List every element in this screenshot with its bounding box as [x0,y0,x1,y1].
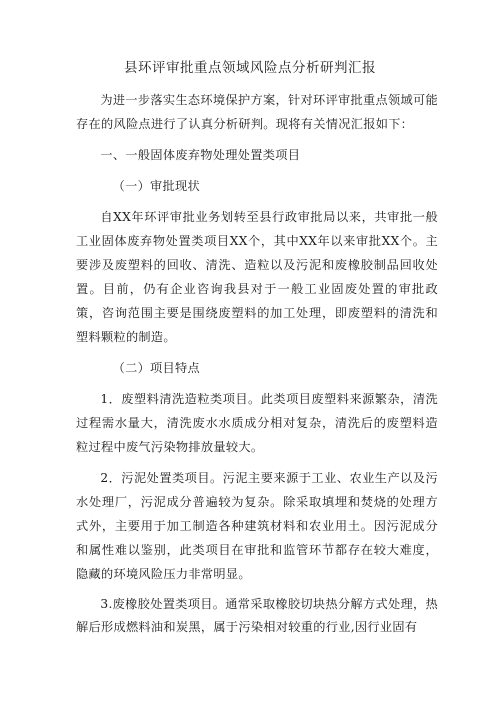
section-heading-1: 一、一般固体废弃物处理处置类项目 [100,148,301,162]
document-title: 县环评审批重点领域风险点分析研判汇报 [124,60,376,76]
subsection-heading-status: （一）审批现状 [112,179,201,193]
document-body [76,88,438,639]
subsection-heading-features: （二）项目特点 [112,361,201,375]
feature-item-2: 2．污泥处置类项目。污泥主要来源于工业、农业生产以及污水处理厂，污泥成分普遍较为复杂。除采取填埋和焚烧的处理方式外，主要用于加工制造各种建筑材料和农业用土。因污泥成分和属性难以鉴别，此类项目在审批和监管环节都存在较大难度，隐藏的环境风险压力非常明显。 [76,471,438,581]
status-paragraph: 自XX年环评审批业务划转至县行政审批局以来，共审批一般工业固体废弃物处置类项目XX个，其中XX年以来审批XX个。主要涉及废塑料的回收、清洗、造粒以及污泥和废橡胶制品回收处置。目前，仍有企业咨询我县对于一般工业固废处置的审批政策，咨询范围主要是围绕废塑料的加工处理，即废塑料的清洗和塑料颗粒的制造。 [76,210,438,344]
intro-paragraph: 为进一步落实生态环境保护方案，针对环评审批重点领域可能存在的风险点进行了认真分析研判。现将有关情况汇报如下： [76,93,438,131]
feature-item-3: 3.废橡胶处置类项目。通常采取橡胶切块热分解方式处理，热解后形成燃料油和炭黑，属于污染相对较重的行业,因行业固有 [76,597,438,634]
feature-item-1: 1．废塑料清洗造粒类项目。此类项目废塑料来源繁杂，清洗过程需水量大，清洗废水水质成分相对复杂，清洗后的废塑料造粒过程中废气污染物排放量较大。 [76,392,438,454]
